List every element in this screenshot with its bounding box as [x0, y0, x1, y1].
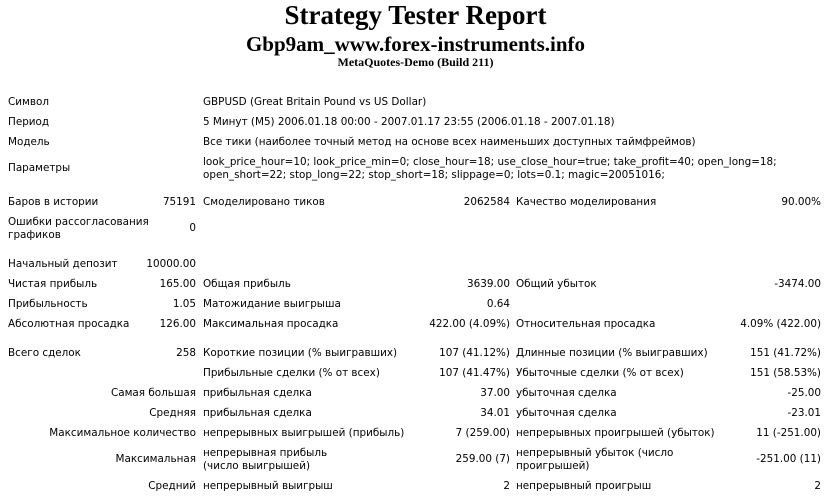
symbol-label: Символ [8, 96, 49, 108]
loss-trades-value: 151 (58.53%) [750, 367, 821, 379]
model-label: Модель [8, 136, 50, 148]
errors-value: 0 [189, 222, 196, 234]
expected-payoff-value: 0.64 [486, 298, 510, 310]
quality-value: 90.00% [781, 196, 821, 208]
params-line-1: look_price_hour=10; look_price_min=0; close_hour=18; use_close_hour=true; take_profit=40; open_long=18; [203, 156, 777, 168]
symbol-value: GBPUSD (Great Britain Pound vs US Dollar) [203, 96, 427, 108]
gross-loss-value: -3474.00 [774, 278, 821, 290]
avg-consecutive-losses-value: 2 [814, 480, 821, 492]
relative-drawdown-label: Относительная просадка [516, 318, 656, 330]
gross-profit-value: 3639.00 [467, 278, 510, 290]
max-consecutive-profit-value: 259.00 (7) [455, 453, 510, 465]
largest-loss-value: -25.00 [787, 387, 821, 399]
largest-profit-value: 37.00 [480, 387, 510, 399]
net-profit-value: 165.00 [159, 278, 196, 290]
max-count-label: Максимальное количество [49, 427, 196, 439]
ticks-label: Смоделировано тиков [203, 196, 325, 208]
profit-trades-label: Прибыльные сделки (% от всех) [203, 367, 380, 379]
max-consecutive-loss-value: -251.00 (11) [756, 453, 821, 465]
report-subtitle: Gbp9am_www.forex-instruments.info [245, 32, 586, 56]
total-trades-label: Всего сделок [8, 347, 81, 359]
maximal-drawdown-value: 422.00 (4.09%) [429, 318, 510, 330]
max-consecutive-wins-label: непрерывных выигрышей (прибыль) [203, 427, 405, 439]
avg-consecutive-wins-value: 2 [503, 480, 510, 492]
average-loss-label: убыточная сделка [516, 407, 617, 419]
largest-loss-label: убыточная сделка [516, 387, 617, 399]
long-positions-label: Длинные позиции (% выигравших) [516, 347, 708, 359]
ticks-value: 2062584 [463, 196, 510, 208]
period-label: Период [8, 116, 50, 128]
gross-profit-label: Общая прибыль [203, 278, 291, 290]
absolute-drawdown-value: 126.00 [159, 318, 196, 330]
errors-label-line-1: Ошибки рассогласования [8, 216, 149, 228]
avg-consecutive-losses-label: непрерывный проигрыш [516, 480, 652, 492]
bars-label: Баров в истории [8, 196, 99, 208]
average-profit-value: 34.01 [480, 407, 510, 419]
average-loss-value: -23.01 [787, 407, 821, 419]
average-label: Средняя [149, 407, 196, 419]
params-label: Параметры [8, 162, 71, 174]
period-value: 5 Минут (M5) 2006.01.18 00:00 - 2007.01.17 23:55 (2006.01.18 - 2007.01.18) [203, 116, 615, 128]
long-positions-value: 151 (41.72%) [750, 347, 821, 359]
max-consecutive-losses-value: 11 (-251.00) [756, 427, 821, 439]
largest-label: Самая большая [110, 387, 196, 399]
expected-payoff-label: Матожидание выигрыша [203, 298, 341, 310]
largest-profit-label: прибыльная сделка [203, 387, 312, 399]
avg-consecutive-wins-label: непрерывный выигрыш [203, 480, 333, 492]
maximal-label: Максимальная [115, 453, 196, 465]
avg-label: Средний [148, 480, 196, 492]
profit-factor-value: 1.05 [172, 298, 196, 310]
loss-trades-label: Убыточные сделки (% от всех) [516, 367, 684, 379]
total-trades-value: 258 [176, 347, 196, 359]
short-positions-label: Короткие позиции (% выигравших) [203, 347, 398, 359]
relative-drawdown-value: 4.09% (422.00) [740, 318, 821, 330]
max-consecutive-losses-label: непрерывных проигрышей (убыток) [516, 427, 715, 439]
maximal-drawdown-label: Максимальная просадка [203, 318, 339, 330]
profit-factor-label: Прибыльность [8, 298, 88, 310]
bars-value: 75191 [162, 196, 196, 208]
max-consecutive-loss-label: непрерывный убыток (число проигрышей) [516, 447, 674, 472]
deposit-value: 10000.00 [146, 258, 196, 270]
params-line-2: open_short=22; stop_long=22; stop_short=18; slippage=0; lots=0.1; magic=20051016; [203, 169, 665, 181]
errors-label-line-2: графиков [8, 229, 61, 241]
model-value: Все тики (наиболее точный метод на основе всех наименьших доступных таймфреймов) [203, 136, 696, 148]
absolute-drawdown-label: Абсолютная просадка [8, 318, 130, 330]
max-consecutive-wins-value: 7 (259.00) [455, 427, 510, 439]
gross-loss-label: Общий убыток [516, 278, 597, 290]
server-build: MetaQuotes-Demo (Build 211) [337, 55, 494, 69]
deposit-label: Начальный депозит [8, 258, 118, 270]
net-profit-label: Чистая прибыль [8, 278, 98, 290]
average-profit-label: прибыльная сделка [203, 407, 312, 419]
short-positions-value: 107 (41.12%) [439, 347, 510, 359]
quality-label: Качество моделирования [516, 196, 657, 208]
profit-trades-value: 107 (41.47%) [439, 367, 510, 379]
max-consecutive-profit-label: непрерывная прибыль (число выигрышей) [203, 447, 328, 472]
report-title: Strategy Tester Report [284, 0, 547, 30]
